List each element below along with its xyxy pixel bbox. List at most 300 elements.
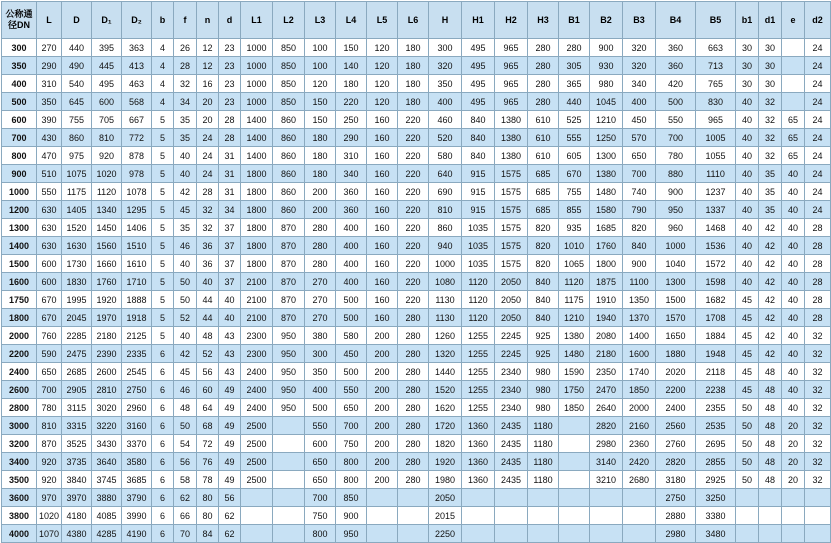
table-cell: 280	[398, 381, 429, 399]
table-cell: 395	[92, 39, 122, 57]
table-cell	[590, 525, 623, 543]
table-cell: 280	[305, 219, 336, 237]
table-cell: 2100	[241, 291, 273, 309]
table-cell	[241, 507, 273, 525]
table-cell: 1536	[696, 237, 736, 255]
table-cell: 5	[152, 183, 174, 201]
table-cell: 320	[623, 39, 656, 57]
table-cell: 400	[336, 237, 367, 255]
table-cell: 45	[736, 309, 759, 327]
table-cell: 40	[782, 201, 805, 219]
table-cell: 2685	[62, 363, 92, 381]
table-cell: 1720	[429, 417, 462, 435]
table-cell: 2340	[495, 363, 528, 381]
table-cell: 860	[273, 129, 305, 147]
table-cell: 1800	[241, 183, 273, 201]
table-cell: 400	[336, 219, 367, 237]
table-cell: 1080	[429, 273, 462, 291]
table-cell: 950	[273, 345, 305, 363]
table-cell: 1750	[559, 381, 590, 399]
column-header: d1	[759, 2, 782, 39]
table-cell: 2390	[92, 345, 122, 363]
table-cell: 20	[782, 417, 805, 435]
table-cell: 1760	[590, 237, 623, 255]
table-cell: 43	[219, 345, 241, 363]
table-cell: 48	[174, 399, 197, 417]
table-cell: 24	[805, 183, 831, 201]
table-cell: 420	[656, 75, 696, 93]
table-cell: 820	[623, 219, 656, 237]
table-cell: 1920	[429, 453, 462, 471]
table-cell: 2245	[495, 327, 528, 345]
table-cell	[398, 507, 429, 525]
table-cell: 65	[782, 129, 805, 147]
table-cell: 140	[336, 57, 367, 75]
table-cell	[782, 39, 805, 57]
table-cell: 400	[623, 93, 656, 111]
table-cell: 40	[736, 237, 759, 255]
table-cell: 32	[759, 93, 782, 111]
table-cell: 970	[37, 489, 62, 507]
table-cell: 250	[336, 111, 367, 129]
table-cell: 1920	[92, 291, 122, 309]
table-row	[2, 129, 831, 147]
table-cell: 220	[398, 183, 429, 201]
table-cell: 1120	[462, 273, 495, 291]
dn-cell: 3600	[2, 489, 37, 507]
table-cell: 2020	[656, 363, 696, 381]
table-cell: 2810	[92, 381, 122, 399]
table-cell: 700	[656, 129, 696, 147]
dn-cell: 1600	[2, 273, 37, 291]
table-cell: 1400	[241, 147, 273, 165]
table-cell: 180	[305, 129, 336, 147]
dn-cell: 1750	[2, 291, 37, 309]
table-cell: 2180	[590, 345, 623, 363]
table-cell: 40	[736, 183, 759, 201]
table-cell: 52	[174, 309, 197, 327]
table-cell: 36	[197, 255, 219, 273]
table-cell: 30	[759, 39, 782, 57]
table-cell: 68	[197, 417, 219, 435]
table-cell: 16	[197, 75, 219, 93]
table-cell: 550	[305, 417, 336, 435]
dn-cell: 4000	[2, 525, 37, 543]
table-cell: 160	[367, 129, 398, 147]
table-cell: 28	[805, 291, 831, 309]
table-cell: 650	[305, 471, 336, 489]
table-cell: 2355	[696, 399, 736, 417]
table-cell: 2500	[241, 435, 273, 453]
table-cell: 935	[559, 219, 590, 237]
dn-cell: 300	[2, 39, 37, 57]
table-cell: 820	[528, 219, 559, 237]
table-cell: 40	[174, 165, 197, 183]
table-cell: 870	[273, 237, 305, 255]
table-cell: 850	[273, 93, 305, 111]
dn-cell: 2000	[2, 327, 37, 345]
table-cell: 755	[62, 111, 92, 129]
table-cell: 1600	[623, 345, 656, 363]
table-cell: 605	[559, 147, 590, 165]
table-cell: 40	[782, 183, 805, 201]
table-cell: 1888	[122, 291, 152, 309]
table-cell	[736, 507, 759, 525]
table-cell: 1000	[241, 57, 273, 75]
table-cell: 50	[736, 399, 759, 417]
table-cell: 35	[174, 129, 197, 147]
table-cell: 2600	[92, 363, 122, 381]
table-cell: 40	[219, 291, 241, 309]
table-cell: 80	[197, 489, 219, 507]
table-cell: 1440	[429, 363, 462, 381]
table-cell: 40	[782, 165, 805, 183]
table-cell: 40	[736, 219, 759, 237]
table-cell: 310	[336, 147, 367, 165]
table-cell: 2925	[696, 471, 736, 489]
table-cell: 350	[37, 93, 62, 111]
dn-cell: 1400	[2, 237, 37, 255]
table-cell: 280	[305, 255, 336, 273]
table-cell: 1255	[462, 327, 495, 345]
table-cell: 160	[367, 219, 398, 237]
flange-dimension-table	[1, 1, 831, 543]
table-cell: 965	[495, 57, 528, 75]
column-header: B4	[656, 2, 696, 39]
table-cell: 45	[174, 363, 197, 381]
table-cell: 280	[398, 399, 429, 417]
table-cell: 965	[495, 39, 528, 57]
table-cell: 280	[398, 417, 429, 435]
table-cell: 50	[736, 435, 759, 453]
table-cell: 360	[656, 39, 696, 57]
table-cell: 1500	[656, 291, 696, 309]
table-cell: 220	[398, 237, 429, 255]
table-cell: 24	[805, 129, 831, 147]
table-cell	[273, 417, 305, 435]
column-header: L1	[241, 2, 273, 39]
table-cell	[398, 525, 429, 543]
table-cell: 32	[197, 201, 219, 219]
table-row	[2, 201, 831, 219]
table-cell: 495	[462, 57, 495, 75]
table-cell: 700	[37, 381, 62, 399]
table-cell: 50	[736, 417, 759, 435]
table-cell: 950	[336, 525, 367, 543]
table-cell: 280	[398, 327, 429, 345]
table-cell: 800	[336, 453, 367, 471]
table-cell: 45	[736, 381, 759, 399]
dn-cell: 2200	[2, 345, 37, 363]
table-cell: 49	[219, 399, 241, 417]
table-cell: 1560	[92, 237, 122, 255]
table-cell: 32	[805, 453, 831, 471]
table-cell: 80	[197, 507, 219, 525]
table-cell: 35	[174, 111, 197, 129]
table-cell: 960	[656, 219, 696, 237]
table-cell: 550	[656, 111, 696, 129]
table-cell	[273, 525, 305, 543]
dn-cell: 500	[2, 93, 37, 111]
table-cell: 50	[736, 471, 759, 489]
table-cell: 340	[623, 75, 656, 93]
table-cell: 220	[398, 219, 429, 237]
table-cell	[367, 489, 398, 507]
table-cell: 2905	[62, 381, 92, 399]
table-cell: 2435	[495, 435, 528, 453]
table-cell	[623, 507, 656, 525]
table-cell: 5	[152, 273, 174, 291]
table-cell: 1480	[559, 345, 590, 363]
table-cell: 270	[37, 39, 62, 57]
table-cell: 30	[736, 39, 759, 57]
table-cell: 965	[696, 111, 736, 129]
table-row	[2, 417, 831, 435]
table-cell: 45	[736, 345, 759, 363]
table-cell: 3380	[696, 507, 736, 525]
table-cell: 1035	[462, 237, 495, 255]
table-cell	[495, 489, 528, 507]
table-cell: 1520	[62, 219, 92, 237]
table-cell: 3685	[122, 471, 152, 489]
table-cell: 2350	[590, 363, 623, 381]
table-cell: 500	[336, 291, 367, 309]
table-cell: 43	[219, 363, 241, 381]
table-cell: 3020	[92, 399, 122, 417]
table-cell: 1035	[462, 255, 495, 273]
table-cell: 1575	[495, 201, 528, 219]
table-cell: 975	[62, 147, 92, 165]
table-cell: 1940	[590, 309, 623, 327]
table-cell: 84	[197, 525, 219, 543]
table-cell: 2050	[495, 291, 528, 309]
table-cell: 44	[197, 309, 219, 327]
table-cell: 670	[37, 291, 62, 309]
table-cell	[782, 525, 805, 543]
table-cell: 24	[805, 147, 831, 165]
table-cell: 180	[398, 39, 429, 57]
table-cell: 1020	[92, 165, 122, 183]
table-cell: 2080	[590, 327, 623, 345]
column-header: n	[197, 2, 219, 39]
table-cell: 2980	[590, 435, 623, 453]
table-cell: 48	[759, 453, 782, 471]
table-cell: 200	[305, 183, 336, 201]
table-cell: 667	[122, 111, 152, 129]
table-cell: 3370	[122, 435, 152, 453]
table-cell: 1630	[62, 237, 92, 255]
table-cell: 24	[805, 201, 831, 219]
table-cell: 6	[152, 489, 174, 507]
dn-cell: 3400	[2, 453, 37, 471]
table-cell: 20	[782, 453, 805, 471]
table-cell: 200	[367, 327, 398, 345]
table-cell: 5	[152, 111, 174, 129]
table-cell: 1320	[429, 345, 462, 363]
table-cell: 2100	[241, 273, 273, 291]
table-cell: 37	[219, 237, 241, 255]
table-cell	[528, 489, 559, 507]
table-cell: 40	[219, 309, 241, 327]
table-cell: 280	[528, 57, 559, 75]
table-cell: 160	[367, 291, 398, 309]
table-cell: 24	[197, 129, 219, 147]
table-cell: 40	[736, 147, 759, 165]
table-cell: 2500	[241, 453, 273, 471]
table-cell: 32	[174, 75, 197, 93]
table-row	[2, 399, 831, 417]
table-cell: 43	[219, 327, 241, 345]
table-cell: 880	[656, 165, 696, 183]
table-cell: 810	[37, 417, 62, 435]
table-cell: 4	[152, 75, 174, 93]
table-cell: 56	[219, 489, 241, 507]
table-cell: 2695	[696, 435, 736, 453]
table-cell: 685	[528, 183, 559, 201]
table-cell: 48	[759, 363, 782, 381]
dn-cell: 2400	[2, 363, 37, 381]
table-cell: 200	[305, 201, 336, 219]
table-cell: 1005	[696, 129, 736, 147]
table-cell: 40	[782, 381, 805, 399]
table-cell	[736, 525, 759, 543]
table-cell: 180	[398, 75, 429, 93]
table-cell: 840	[528, 309, 559, 327]
table-cell: 28	[219, 129, 241, 147]
table-cell: 2560	[656, 417, 696, 435]
table-cell: 3990	[122, 507, 152, 525]
table-cell: 54	[174, 435, 197, 453]
table-cell: 280	[528, 93, 559, 111]
table-cell: 20	[197, 93, 219, 111]
table-cell: 320	[623, 57, 656, 75]
table-cell: 1800	[241, 255, 273, 273]
table-cell: 1850	[623, 381, 656, 399]
table-cell: 840	[462, 129, 495, 147]
table-cell	[559, 489, 590, 507]
table-cell: 20	[197, 111, 219, 129]
table-cell: 950	[273, 399, 305, 417]
table-cell: 555	[559, 129, 590, 147]
table-cell: 1800	[241, 237, 273, 255]
table-cell	[559, 453, 590, 471]
table-cell: 350	[429, 75, 462, 93]
table-cell: 50	[736, 453, 759, 471]
table-cell: 1075	[62, 165, 92, 183]
table-cell: 850	[273, 39, 305, 57]
column-header: L6	[398, 2, 429, 39]
table-cell: 44	[197, 291, 219, 309]
table-cell: 870	[37, 435, 62, 453]
table-cell: 280	[398, 471, 429, 489]
table-cell: 290	[336, 129, 367, 147]
table-cell: 350	[305, 363, 336, 381]
table-cell: 180	[305, 147, 336, 165]
table-cell: 450	[336, 345, 367, 363]
table-cell: 830	[696, 93, 736, 111]
table-cell: 32	[805, 327, 831, 345]
column-header: L	[37, 2, 62, 39]
table-cell: 3250	[696, 489, 736, 507]
table-cell: 1708	[696, 309, 736, 327]
table-cell: 40	[736, 111, 759, 129]
table-cell: 750	[336, 435, 367, 453]
table-cell: 915	[462, 165, 495, 183]
table-cell: 500	[656, 93, 696, 111]
table-cell: 3180	[656, 471, 696, 489]
table-cell: 220	[398, 165, 429, 183]
table-cell: 32	[805, 417, 831, 435]
table-cell: 2980	[656, 525, 696, 543]
table-cell: 1575	[495, 237, 528, 255]
table-cell: 40	[782, 219, 805, 237]
table-cell: 980	[528, 399, 559, 417]
table-cell: 1380	[495, 111, 528, 129]
table-cell: 1406	[122, 219, 152, 237]
table-cell: 663	[696, 39, 736, 57]
table-cell: 1800	[241, 219, 273, 237]
column-header: L5	[367, 2, 398, 39]
table-cell: 840	[462, 111, 495, 129]
table-cell: 860	[273, 183, 305, 201]
table-cell: 1620	[429, 399, 462, 417]
table-cell: 23	[219, 39, 241, 57]
table-cell: 750	[305, 507, 336, 525]
dn-cell: 2600	[2, 381, 37, 399]
dn-cell: 3000	[2, 417, 37, 435]
table-cell: 2960	[122, 399, 152, 417]
table-cell: 965	[495, 75, 528, 93]
table-cell: 1175	[559, 291, 590, 309]
column-header: D	[62, 2, 92, 39]
table-cell: 220	[398, 201, 429, 219]
table-row	[2, 435, 831, 453]
table-cell: 320	[429, 57, 462, 75]
table-cell: 1255	[462, 345, 495, 363]
table-cell: 340	[336, 165, 367, 183]
table-cell: 360	[656, 57, 696, 75]
table-cell: 270	[305, 273, 336, 291]
table-cell: 2400	[241, 399, 273, 417]
table-cell: 40	[782, 399, 805, 417]
table-cell: 40	[782, 327, 805, 345]
table-cell: 66	[174, 507, 197, 525]
table-cell: 49	[219, 381, 241, 399]
table-cell: 180	[336, 75, 367, 93]
table-cell: 49	[219, 435, 241, 453]
table-cell: 920	[37, 471, 62, 489]
table-cell: 2680	[623, 471, 656, 489]
table-cell: 35	[759, 201, 782, 219]
table-cell	[590, 507, 623, 525]
table-cell: 2118	[696, 363, 736, 381]
table-cell: 1130	[429, 309, 462, 327]
table-cell: 400	[336, 273, 367, 291]
column-header: e	[782, 2, 805, 39]
table-cell	[782, 93, 805, 111]
table-cell: 40	[782, 273, 805, 291]
column-header: L4	[336, 2, 367, 39]
table-cell: 740	[623, 183, 656, 201]
table-cell: 810	[92, 129, 122, 147]
table-cell: 2285	[62, 327, 92, 345]
table-cell: 2200	[656, 381, 696, 399]
table-cell: 2125	[122, 327, 152, 345]
table-cell: 1575	[495, 183, 528, 201]
table-cell: 700	[305, 489, 336, 507]
table-cell: 2335	[122, 345, 152, 363]
column-header: d	[219, 2, 241, 39]
